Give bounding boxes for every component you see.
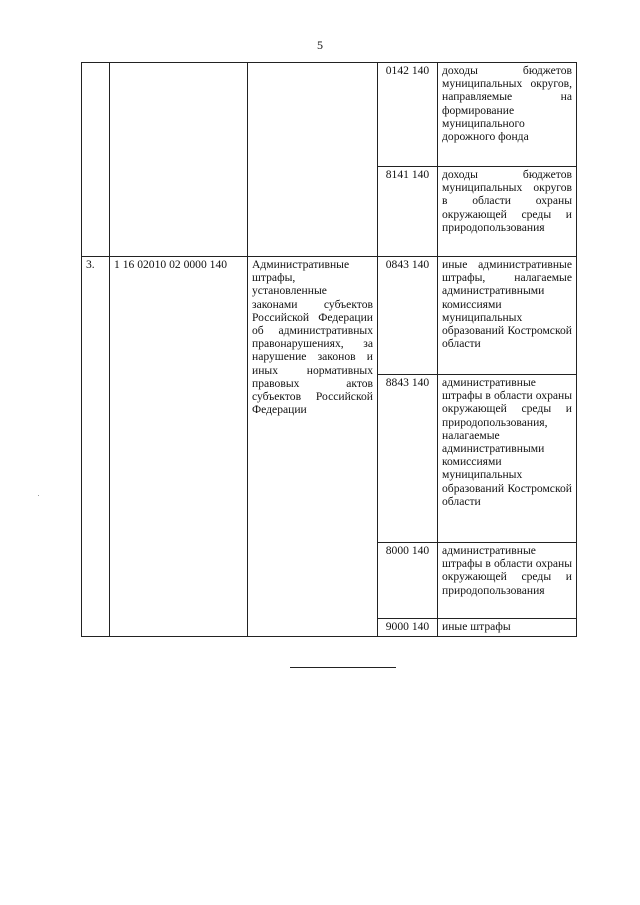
subcode-cell: 8843 140: [378, 375, 438, 543]
description-cell: [248, 63, 378, 257]
subcode-description-cell: доходы бюджетов муниципальных округов в области охраны окружающей среды и природопользования: [438, 167, 577, 257]
subcode-cell: 0142 140: [378, 63, 438, 167]
table-row: [82, 257, 577, 375]
page-number: 5: [317, 38, 323, 52]
row-number-cell: 3.: [82, 257, 110, 637]
scan-speck: [38, 495, 39, 496]
revenue-codes-table: [81, 62, 577, 637]
subcode-description-cell: административные штрафы в области охраны окружающей среды и природопользования: [438, 543, 577, 619]
table-row: [82, 63, 577, 167]
subcode-description-cell: административные штрафы в области охраны окружающей среды и природопользования, налагаемые административными комиссиями муниципальных образований Костромской области: [438, 375, 577, 543]
kbk-code-cell: [110, 63, 248, 257]
subcode-description-cell: иные штрафы: [438, 619, 577, 637]
row-number-cell: [82, 63, 110, 257]
subcode-description-cell: доходы бюджетов муниципальных округов, направляемые на формирование муниципального дорожного фонда: [438, 63, 577, 167]
subcode-cell: 8000 140: [378, 543, 438, 619]
subcode-cell: 8141 140: [378, 167, 438, 257]
subcode-description-cell: иные административные штрафы, налагаемые административными комиссиями муниципальных образований Костромской области: [438, 257, 577, 375]
kbk-code-cell: 1 16 02010 02 0000 140: [110, 257, 248, 637]
subcode-cell: 0843 140: [378, 257, 438, 375]
closing-rule: [290, 667, 396, 668]
description-cell: Административные штрафы, установленные законами субъектов Российской Федерации об административных правонарушениях, за нарушение законов и иных нормативных правовых актов субъектов Российской Федерации: [248, 257, 378, 637]
subcode-cell: 9000 140: [378, 619, 438, 637]
